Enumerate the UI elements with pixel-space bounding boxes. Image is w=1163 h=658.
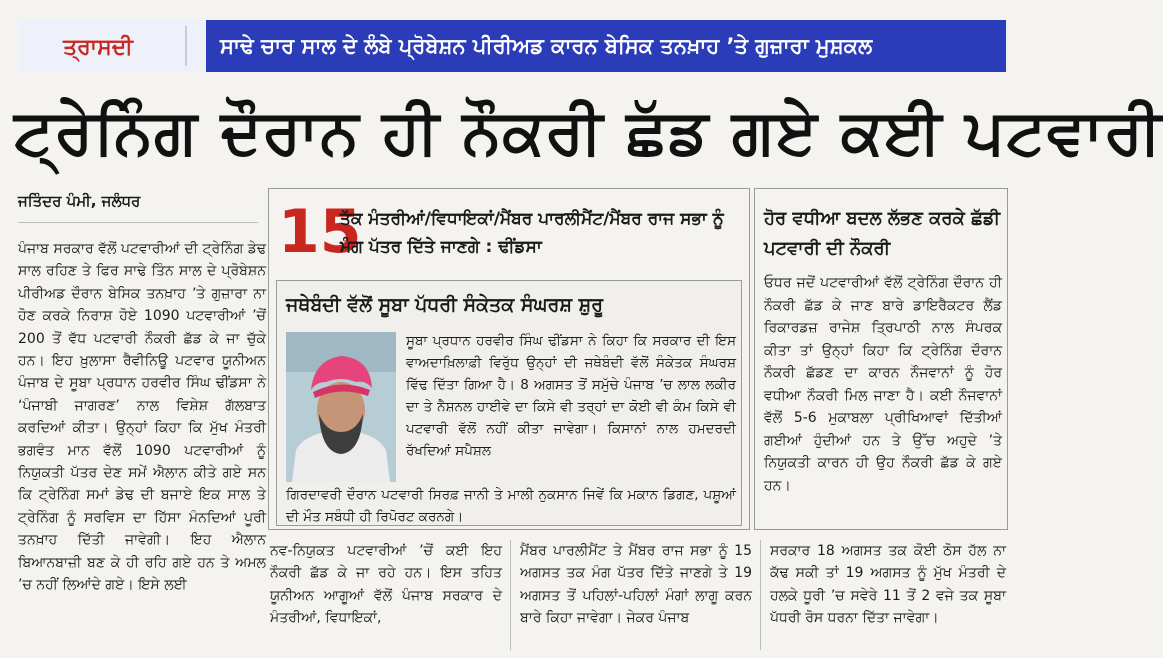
highlight-number: 15 [278, 197, 362, 267]
kicker-text: ਸਾਢੇ ਚਾਰ ਸਾਲ ਦੇ ਲੰਬੇ ਪ੍ਰੋਬੇਸ਼ਨ ਪੀਰੀਅਡ ਕਾਰਨ ਬੇਸਿਕ ਤਨਖ਼ਾਹ ’ਤੇ ਗੁਜ਼ਾਰਾ ਮੁਸ਼ਕਲ [206, 20, 1006, 72]
portrait-photo [286, 332, 396, 482]
article-column-1: ਪੰਜਾਬ ਸਰਕਾਰ ਵੱਲੋਂ ਪਟਵਾਰੀਆਂ ਦੀ ਟ੍ਰੇਨਿੰਗ ਡੇਢ ਸਾਲ ਰਹਿਣ ਤੇ ਫਿਰ ਸਾਢੇ ਤਿੰਨ ਸਾਲ ਦੇ ਪ੍ਰੋਬੇਸ਼ਨ ਪੀਰੀਅਡ ਦੌਰਾਨ ਬੇਸਿਕ ਤਨਖ਼ਾਹ ’ਤੇ ਗੁਜ਼ਾਰਾ ਨਾ ਹੋਣ ਕਰਕੇ ਨਿਰਾਸ਼ ਹੋਏ 1090 ਪਟਵਾਰੀਆਂ ’ਚੋਂ 200 ਤੋਂ ਵੱਧ ਪਟਵਾਰੀ ਨੌਕਰੀ ਛੱਡ ਕੇ ਜਾ ਚੁੱਕੇ ਹਨ। ਇਹ ਖ਼ੁਲਾਸਾ ਰੈਵੀਨਿਊ ਪਟਵਾਰ ਯੂਨੀਅਨ ਪੰਜਾਬ ਦੇ ਸੂਬਾ ਪ੍ਰਧਾਨ ਹਰਵੀਰ ਸਿੰਘ ਢੀਂਡਸਾ ਨੇ ‘ਪੰਜਾਬੀ ਜਾਗਰਣ’ ਨਾਲ ਵਿਸ਼ੇਸ਼ ਗੱਲਬਾਤ ਕਰਦਿਆਂ ਕੀਤਾ। ਉਨ੍ਹਾਂ ਕਿਹਾ ਕਿ ਮੁੱਖ ਮੰਤਰੀ ਭਗਵੰਤ ਮਾਨ ਵੱਲੋਂ 1090 ਪਟਵਾਰੀਆਂ ਨੂੰ ਨਿਯੁਕਤੀ ਪੱਤਰ ਦੇਣ ਸਮੇਂ ਐਲਾਨ ਕੀਤੇ ਗਏ ਸਨ ਕਿ ਟ੍ਰੇਨਿੰਗ ਸਮਾਂ ਡੇਢ ਦੀ ਬਜਾਏ ਇਕ ਸਾਲ ਤੇ ਟ੍ਰੇਨਿੰਗ ਨੂੰ ਸਰਵਿਸ ਦਾ ਹਿੱਸਾ ਮੰਨਦਿਆਂ ਪੂਰੀ ਤਨਖ਼ਾਹ ਦਿੱਤੀ ਜਾਵੇਗੀ। ਇਹ ਐਲਾਨ ਬਿਆਨਬਾਜ਼ੀ ਬਣ ਕੇ ਹੀ ਰਹਿ ਗਏ ਹਨ ਤੇ ਅਮਲ ’ਚ ਨਹੀਂ ਲਿਆਂਦੇ ਗਏ। ਇਸੇ ਲਈ [18, 241, 266, 594]
subarticle-text: ਸੂਬਾ ਪ੍ਰਧਾਨ ਹਰਵੀਰ ਸਿੰਘ ਢੀਂਡਸਾ ਨੇ ਕਿਹਾ ਕਿ ਸਰਕਾਰ ਦੀ ਇਸ ਵਾਅਦਾਖ਼ਿਲਾਫ਼ੀ ਵਿਰੁੱਧ ਉਨ੍ਹਾਂ ਦੀ ਜਥੇਬੰਦੀ ਵੱਲੋਂ ਸੰਕੇਤਕ ਸੰਘਰਸ਼ ਵਿੱਢ ਦਿੱਤਾ ਗਿਆ ਹੈ। 8 ਅਗਸਤ ਤੋਂ ਸਮੁੱਚੇ ਪੰਜਾਬ ’ਚ ਲਾਲ ਲਕੀਰ ਦਾ ਤੇ ਨੈਸ਼ਨਲ ਹਾਈਵੇ ਦਾ ਕਿਸੇ ਵੀ ਤਰ੍ਹਾਂ ਦਾ ਕੋਈ ਵੀ ਕੰਮ ਕਿਸੇ ਵੀ ਪਟਵਾਰੀ ਵੱਲੋਂ ਨਹੀਂ ਕੀਤਾ ਜਾਵੇਗਾ। ਕਿਸਾਨਾਂ ਨਾਲ ਹਮਦਰਦੀ ਰੱਖਦਿਆਂ ਸਪੈਸ਼ਲ [406, 333, 736, 459]
byline: ਜਤਿੰਦਰ ਪੰਮੀ, ਜਲੰਧਰ [18, 192, 141, 210]
column-divider [760, 540, 761, 650]
subarticle-text-continued: ਗਿਰਦਾਵਰੀ ਦੌਰਾਨ ਪਟਵਾਰੀ ਸਿਰਫ਼ ਜਾਨੀ ਤੇ ਮਾਲੀ ਨੁਕਸਾਨ ਜਿਵੇਂ ਕਿ ਮਕਾਨ ਡਿਗਣ, ਪਸ਼ੂਆਂ ਦੀ ਮੌਤ ਸਬੰਧੀ ਹੀ ਰਿਪੋਰਟ ਕਰਨਗੇ। [286, 487, 736, 525]
article-column-4: ਸਰਕਾਰ 18 ਅਗਸਤ ਤਕ ਕੋਈ ਠੋਸ ਹੱਲ ਨਾ ਕੱਢ ਸਕੀ ਤਾਂ 19 ਅਗਸਤ ਨੂੰ ਮੁੱਖ ਮੰਤਰੀ ਦੇ ਹਲਕੇ ਧੂਰੀ ’ਚ ਸਵੇਰੇ 11 ਤੋਂ 2 ਵਜੇ ਤਕ ਸੂਬਾ ਪੱਧਰੀ ਰੋਸ ਧਰਨਾ ਦਿੱਤਾ ਜਾਵੇਗਾ। [770, 543, 1006, 627]
sidebar-heading: ਹੋਰ ਵਧੀਆ ਬਦਲ ਲੱਭਣ ਕਰਕੇ ਛੱਡੀ ਪਟਵਾਰੀ ਦੀ ਨੌਕਰੀ [764, 208, 1001, 259]
headline: ਟ੍ਰੇਨਿੰਗ ਦੌਰਾਨ ਹੀ ਨੌਕਰੀ ਛੱਡ ਗਏ ਕਈ ਪਟਵਾਰੀ [14, 95, 1163, 168]
byline-divider [18, 222, 258, 223]
tag-divider [185, 26, 187, 66]
section-tag: ਤ੍ਰਾਸਦੀ [63, 34, 133, 60]
subarticle-heading: ਜਥੇਬੰਦੀ ਵੱਲੋਂ ਸੂਬਾ ਪੱਧਰੀ ਸੰਕੇਤਕ ਸੰਘਰਸ਼ ਸ਼ੁਰੂ [286, 294, 604, 316]
column-divider [510, 540, 511, 650]
sidebar-text: ਓਧਰ ਜਦੋਂ ਪਟਵਾਰੀਆਂ ਵੱਲੋਂ ਟ੍ਰੇਨਿੰਗ ਦੌਰਾਨ ਹੀ ਨੌਕਰੀ ਛੱਡ ਕੇ ਜਾਣ ਬਾਰੇ ਡਾਇਰੈਕਟਰ ਲੈਂਡ ਰਿਕਾਰਡਜ਼ ਰਾਜੇਸ਼ ਤ੍ਰਿਪਾਠੀ ਨਾਲ ਸੰਪਰਕ ਕੀਤਾ ਤਾਂ ਉਨ੍ਹਾਂ ਕਿਹਾ ਕਿ ਟ੍ਰੇਨਿੰਗ ਦੌਰਾਨ ਨੌਕਰੀ ਛੱਡਣ ਦਾ ਕਾਰਨ ਨੌਜਵਾਨਾਂ ਨੂੰ ਹੋਰ ਵਧੀਆ ਨੌਕਰੀ ਮਿਲ ਜਾਣਾ ਹੈ। ਕਈ ਨੌਜਵਾਨਾਂ ਵੱਲੋਂ 5-6 ਮੁਕਾਬਲਾ ਪ੍ਰੀਖਿਆਵਾਂ ਦਿੱਤੀਆਂ ਗਈਆਂ ਹੁੰਦੀਆਂ ਹਨ ਤੇ ਉੱਚ ਅਹੁਦੇ ’ਤੇ ਨਿਯੁਕਤੀ ਕਾਰਨ ਹੀ ਉਹ ਨੌਕਰੀ ਛੱਡ ਕੇ ਗਏ ਹਨ। [764, 275, 1002, 494]
article-column-3: ਮੈਂਬਰ ਪਾਰਲੀਮੈਂਟ ਤੇ ਮੈਂਬਰ ਰਾਜ ਸਭਾ ਨੂੰ 15 ਅਗਸਤ ਤਕ ਮੰਗ ਪੱਤਰ ਦਿੱਤੇ ਜਾਣਗੇ ਤੇ 19 ਅਗਸਤ ਤੋਂ ਪਹਿਲਾਂ-ਪਹਿਲਾਂ ਮੰਗਾਂ ਲਾਗੂ ਕਰਨ ਬਾਰੇ ਕਿਹਾ ਜਾਵੇਗਾ। ਜੇਕਰ ਪੰਜਾਬ [520, 543, 752, 627]
article-column-2: ਨਵ-ਨਿਯੁਕਤ ਪਟਵਾਰੀਆਂ ’ਚੋਂ ਕਈ ਇਹ ਨੌਕਰੀ ਛੱਡ ਕੇ ਜਾ ਰਹੇ ਹਨ। ਇਸ ਤਹਿਤ ਯੂਨੀਅਨ ਆਗੂਆਂ ਵੱਲੋਂ ਪੰਜਾਬ ਸਰਕਾਰ ਦੇ ਮੰਤਰੀਆਂ, ਵਿਧਾਇਕਾਂ, [270, 543, 502, 627]
highlight-title: ਤੱਕ ਮੰਤਰੀਆਂ/ਵਿਧਾਇਕਾਂ/ਮੈਂਬਰ ਪਾਰਲੀਮੈਂਟ/ਮੈਂਬਰ ਰਾਜ ਸਭਾ ਨੂੰ ਮੰਗ ਪੱਤਰ ਦਿੱਤੇ ਜਾਣਗੇ : ਢੀਂਡਸਾ [340, 209, 724, 257]
